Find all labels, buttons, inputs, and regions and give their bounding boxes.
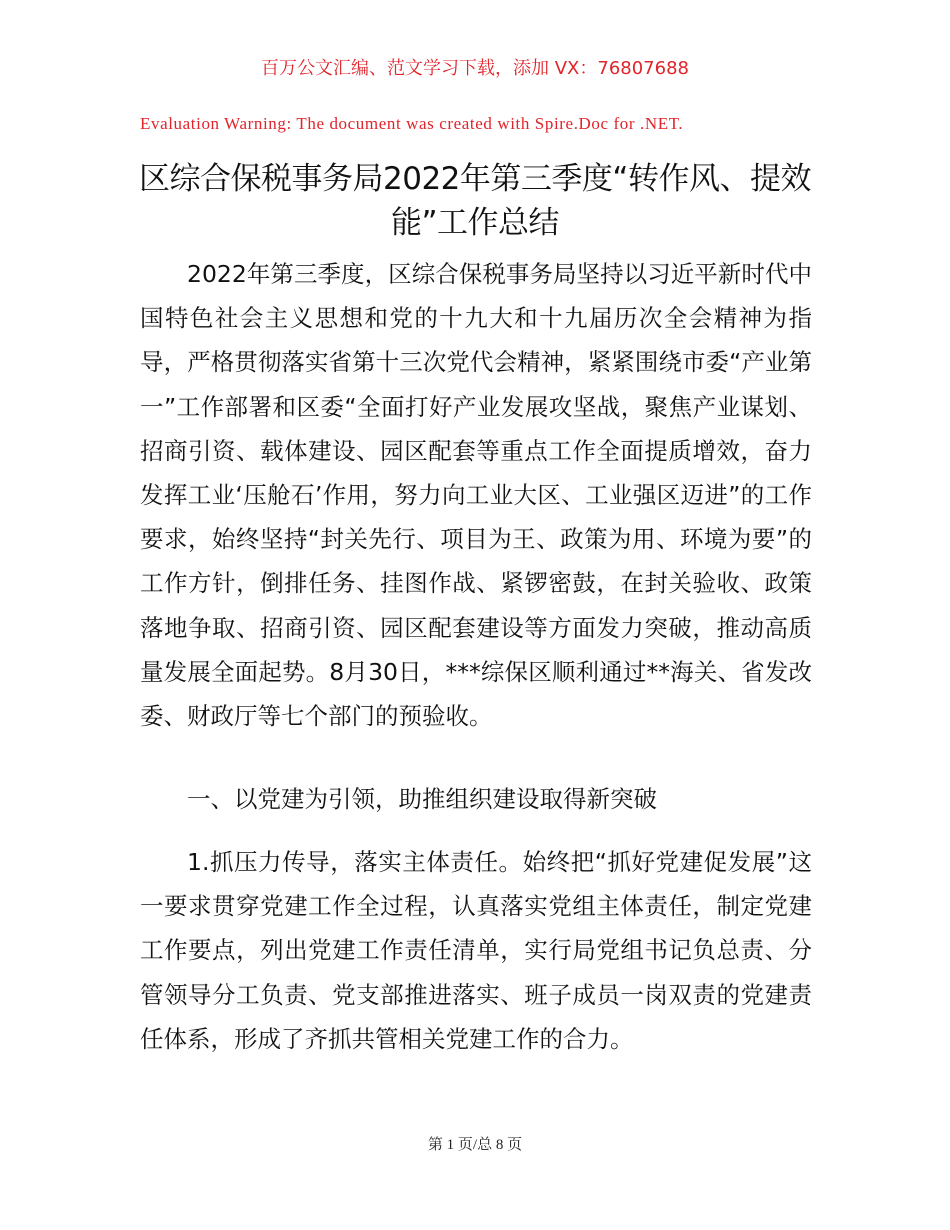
ad-header-banner: 百万公文汇编、范文学习下载，添加 VX：76807688	[261, 58, 689, 79]
body-paragraph-1-1: 1.抓压力传导，落实主体责任。始终把“抓好党建促发展”这一要求贯穿党建工作全过程，认真落实党组主体责任，制定党建工作要点，列出党建工作责任清单，实行局党组书记负总责、分管领导分工负责、党支部推进落实、班子成员一岗双责的党建责任体系，形成了齐抓共管相关党建工作的合力。	[140, 848, 812, 1053]
body-paragraph-intro: 2022年第三季度，区综合保税事务局坚持以习近平新时代中国特色社会主义思想和党的十九大和十九届历次全会精神为指导，严格贯彻落实省第十三次党代会精神，紧紧围绕市委“产业第一”工作部署和区委“全面打好产业发展攻坚战，聚焦产业谋划、招商引资、载体建设、园区配套等重点工作全面提质增效，奋力发挥工业‘压舱石’作用，努力向工业大区、工业强区迈进”的工作要求，始终坚持“封关先行、项目为王、政策为用、环境为要”的工作方针，倒排任务、挂图作战、紧锣密鼓，在封关验收、政策落地争取、招商引资、园区配套建设等方面发力突破，推动高质量发展全面起势。8月30日，***综保区顺利通过**海关、省发改委、财政厅等七个部门的预验收。	[140, 260, 812, 731]
document-title: 区综合保税事务局2022年第三季度“转作风、提效能”工作总结	[139, 161, 811, 241]
section-heading-1: 一、以党建为引领，助推组织建设取得新突破	[187, 785, 657, 813]
evaluation-warning: Evaluation Warning: The document was created with Spire.Doc for .NET.	[140, 114, 684, 133]
page-number-footer: 第 1 页/总 8 页	[427, 1137, 523, 1153]
